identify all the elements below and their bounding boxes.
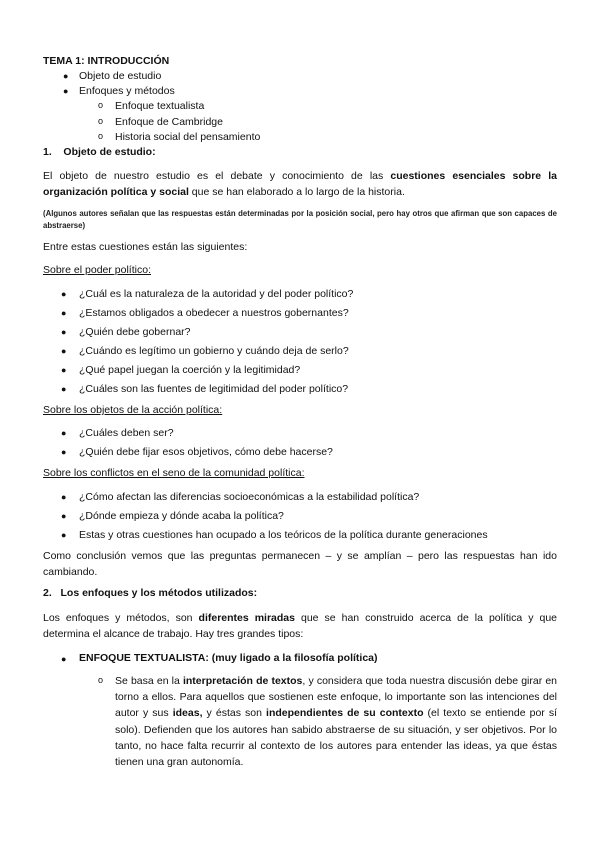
question-item: ¿Quién debe fijar esos objetivos, cómo debe hacerse? — [79, 446, 333, 458]
question-item: ¿Qué papel juegan la coerción y la legitimidad? — [79, 364, 301, 376]
bullet-dot-icon: ● — [61, 530, 67, 540]
section-1-paragraph — [43, 168, 557, 200]
outline-subitem: Enfoque de Cambridge — [115, 116, 223, 128]
paragraph-emphasis: interpretación de textos — [182, 675, 303, 687]
bullet-dot-icon: ● — [61, 447, 67, 457]
bullet-dot-icon: ● — [63, 86, 69, 96]
outline-item: Enfoques y métodos — [79, 85, 175, 97]
question-item: ¿Cuándo es legítimo un gobierno y cuándo deja de serlo? — [79, 345, 349, 357]
question-item: Estas y otras cuestiones han ocupado a los teóricos de la política durante generaciones — [79, 529, 488, 541]
document-title: TEMA 1: INTRODUCCIÓN — [43, 55, 170, 67]
group-3-title: Sobre los conflictos en el seno de la comunidad política: — [43, 467, 305, 479]
bullet-circle-icon: o — [98, 100, 104, 110]
section-2-paragraph — [43, 610, 557, 642]
bullet-dot-icon: ● — [63, 71, 69, 81]
paragraph-text: Los enfoques y métodos, son — [43, 612, 199, 624]
paragraph-emphasis: independientes de su contexto — [266, 707, 424, 720]
section-1-conclusion: Como conclusión vemos que las preguntas permanecen – y se amplían – pero las respuestas han ido cambiando. — [43, 550, 557, 578]
question-item: ¿Cuál es la naturaleza de la autoridad y del poder político? — [79, 288, 354, 300]
group-2-title: Sobre los objetos de la acción política: — [43, 404, 223, 416]
section-1-heading: 1. Objeto de estudio: — [43, 146, 156, 158]
bullet-dot-icon: ● — [61, 428, 67, 438]
bullet-dot-icon: ● — [61, 346, 67, 356]
outline-subitem: Enfoque textualista — [115, 100, 205, 112]
bullet-dot-icon: ● — [61, 492, 67, 502]
paragraph-emphasis: diferentes miradas — [198, 612, 295, 624]
group-1-title: Sobre el poder político: — [43, 264, 151, 276]
questions-intro: Entre estas cuestiones están las siguientes: — [43, 241, 248, 253]
paragraph-emphasis: cuestiones esenciales sobre la organización política y social — [43, 170, 557, 198]
section-2-heading: 2. Los enfoques y los métodos utilizados: — [43, 587, 258, 599]
bullet-circle-icon: o — [98, 131, 104, 141]
paragraph-emphasis: ideas, — [172, 707, 203, 720]
outline-item: Objeto de estudio — [79, 70, 162, 82]
paragraph-text: , y considera que toda nuestra discusión debe girar en torno a ellos. Para aquellos que sostienen este enfoque, lo importante son las intenciones del autor y sus — [115, 675, 557, 720]
paragraph-text: y éstas son — [202, 707, 267, 720]
bullet-dot-icon: ● — [61, 511, 67, 521]
question-item: ¿Cuáles son las fuentes de legitimidad del poder político? — [79, 383, 349, 395]
paragraph-text: (el texto se entiende por sí solo). Defienden que los autores han sabido abstraerse de su situación, y ser objetivos. Por lo tanto, no hace falta recurrir al contexto de los autores para entender las ideas, ya que éstas tienen una gran autonomía. — [115, 707, 558, 769]
paragraph-text: que se han construido acerca de la política y que determina el alcance de trabajo. Hay tres grandes tipos: — [43, 612, 558, 640]
bullet-dot-icon: ● — [61, 289, 67, 299]
bullet-dot-icon: ● — [61, 384, 67, 394]
question-item: ¿Cómo afectan las diferencias socioeconómicas a la estabilidad política? — [79, 491, 420, 503]
question-item: ¿Estamos obligados a obedecer a nuestros gobernantes? — [79, 307, 349, 319]
outline-subitem: Historia social del pensamiento — [115, 131, 261, 143]
paragraph-text: Se basa en la — [115, 675, 183, 687]
textualist-description — [115, 673, 557, 770]
approach-title: ENFOQUE TEXTUALISTA: (muy ligado a la filosofía política) — [79, 652, 378, 664]
question-item: ¿Dónde empieza y dónde acaba la política? — [79, 510, 284, 522]
question-item: ¿Quién debe gobernar? — [79, 326, 191, 338]
bullet-dot-icon: ● — [61, 365, 67, 375]
section-1-note: (Algunos autores señalan que las respuestas están determinadas por la posición social, pero hay otros que afirman que son capaces de abstraerse) — [43, 209, 557, 230]
paragraph-text: El objeto de nuestro estudio es el debate y conocimiento de las — [43, 170, 391, 182]
bullet-dot-icon: ● — [61, 308, 67, 318]
bullet-dot-icon: ● — [61, 327, 67, 337]
bullet-dot-icon: ● — [61, 654, 67, 664]
bullet-circle-icon: o — [98, 675, 104, 685]
question-item: ¿Cuáles deben ser? — [79, 427, 174, 439]
bullet-circle-icon: o — [98, 116, 104, 126]
paragraph-text: que se han elaborado a lo largo de la historia. — [188, 186, 405, 198]
